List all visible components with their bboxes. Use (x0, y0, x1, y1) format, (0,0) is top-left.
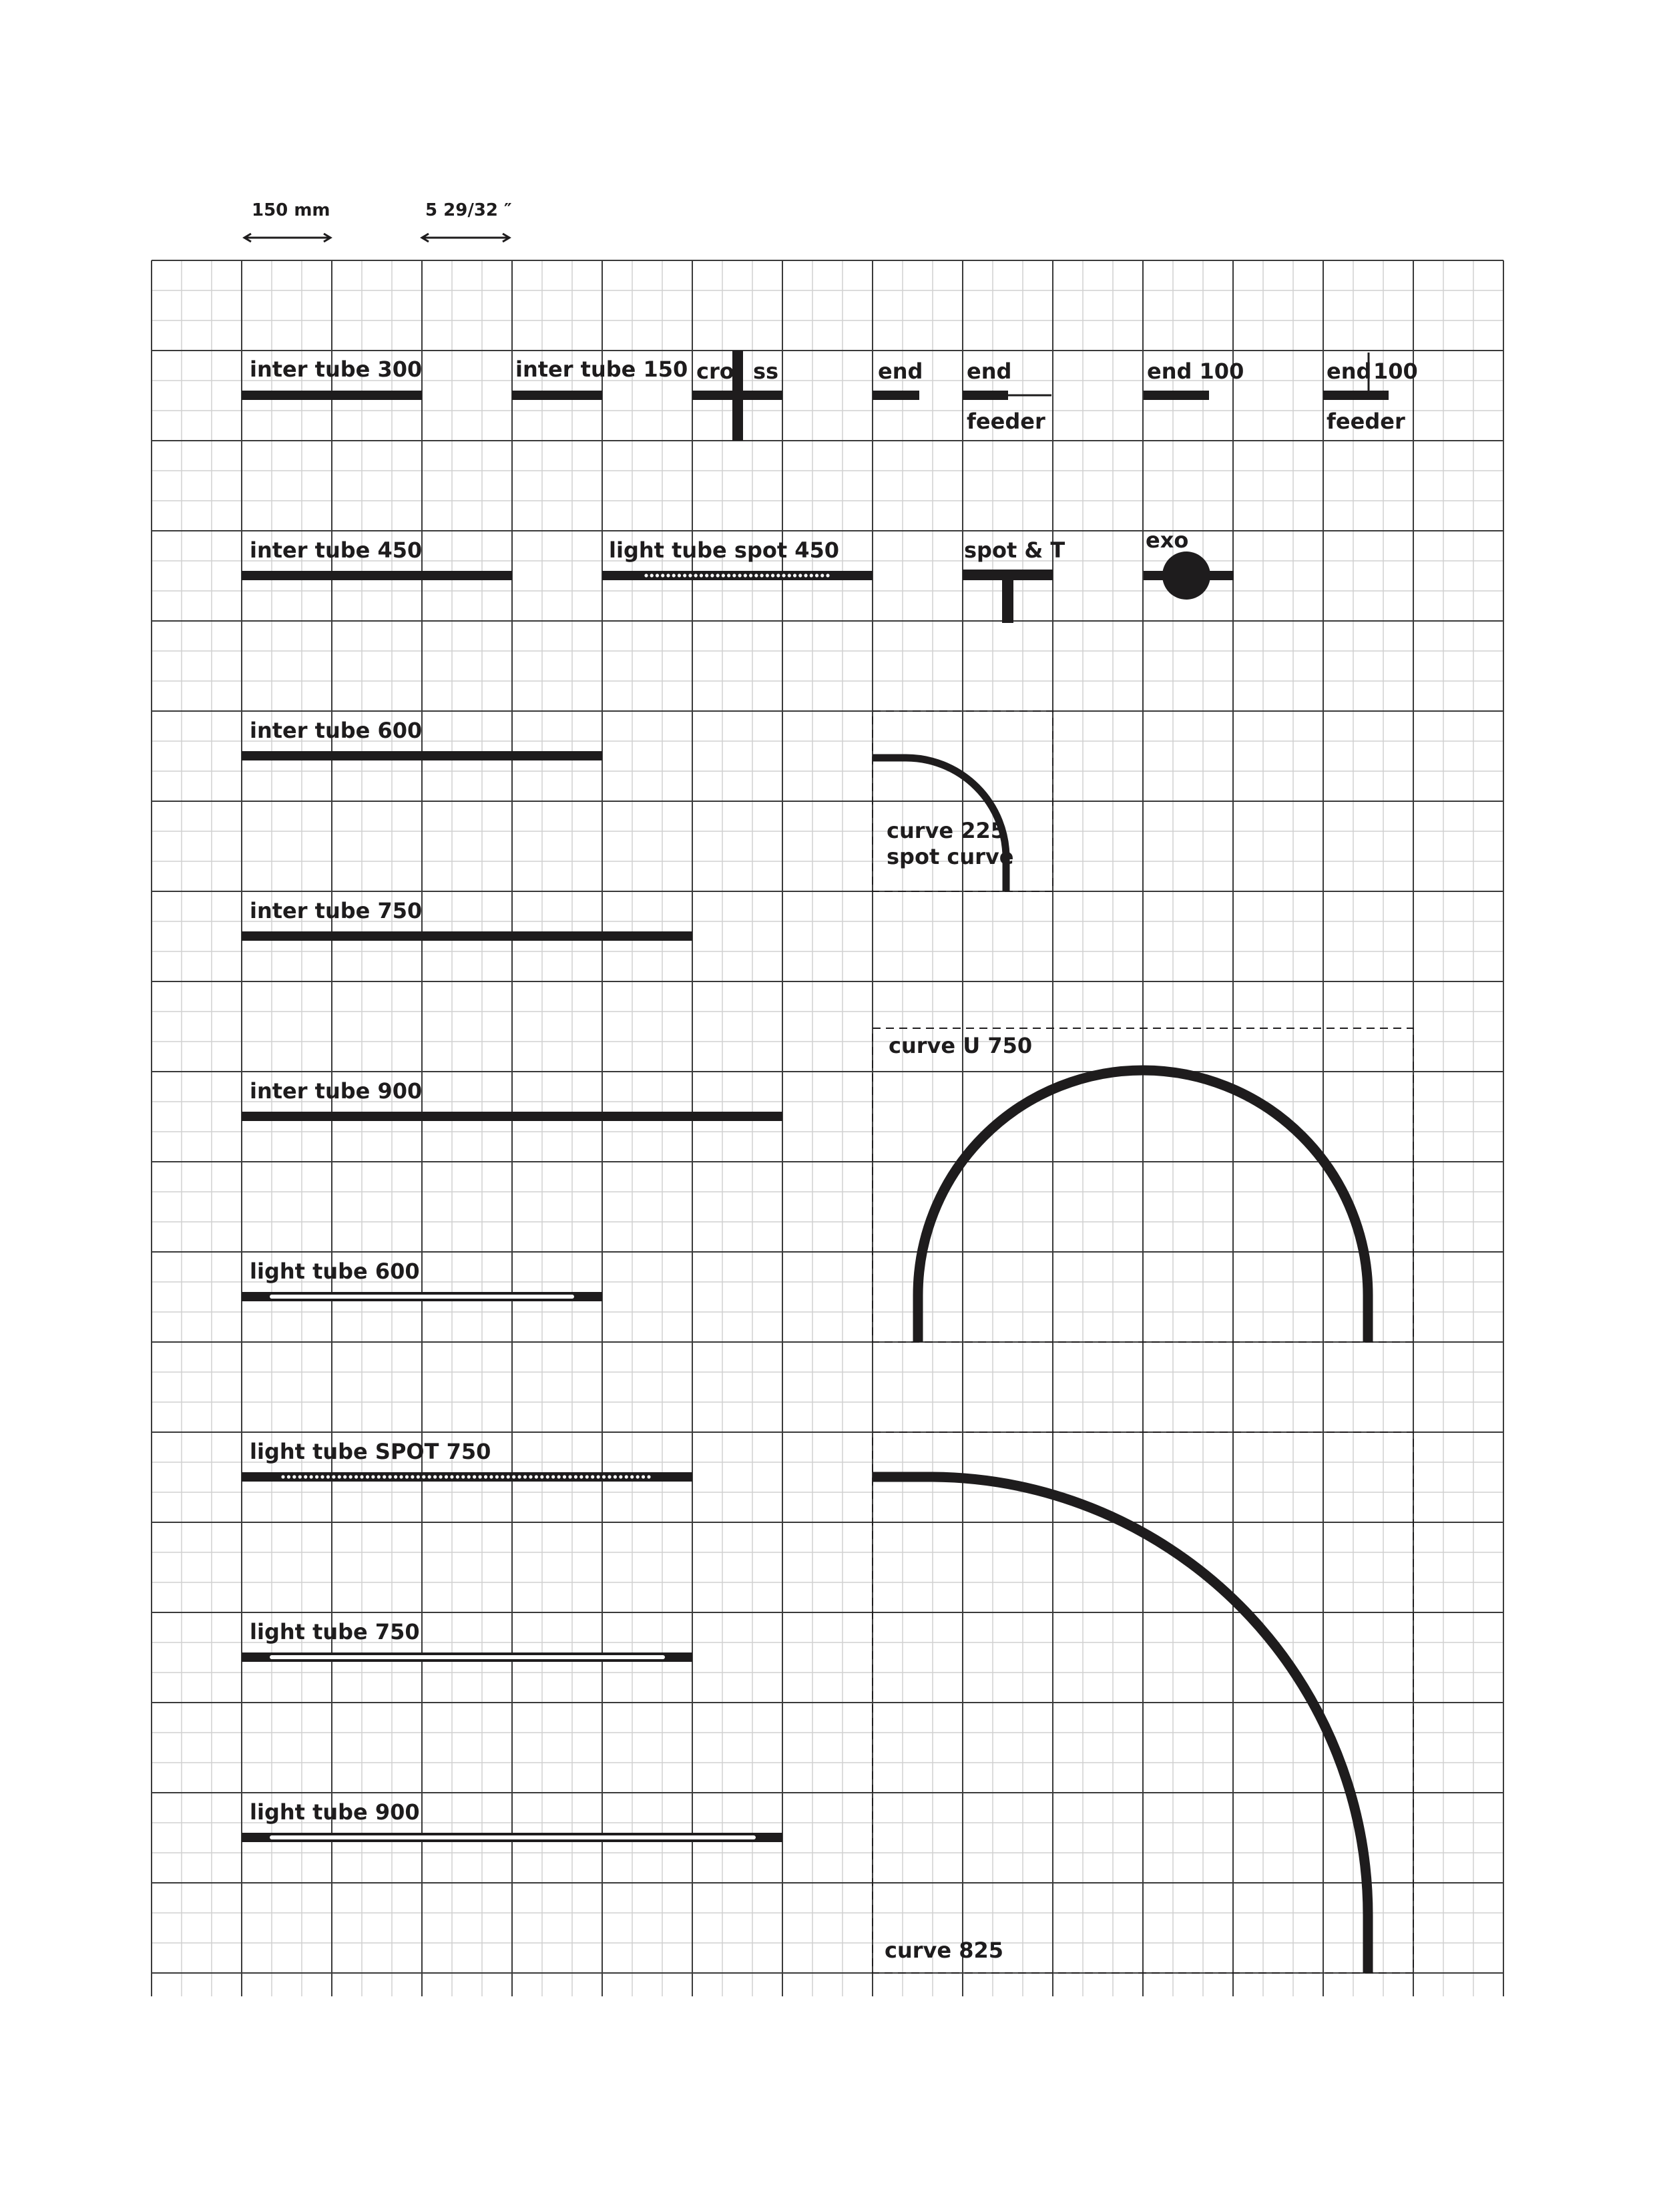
spot-led-dot (644, 574, 648, 577)
light-tube-900 (242, 1833, 782, 1842)
spot-led-dot (450, 1475, 453, 1478)
spot-led-dot (343, 1475, 346, 1478)
spot-led-dot (298, 1475, 302, 1478)
label-curve-225: curve 225 (887, 818, 1006, 843)
spot-led-dot (495, 1475, 499, 1478)
inter-tube-900 (242, 1112, 782, 1121)
spot-led-dot (678, 574, 681, 577)
spot-led-dot (749, 574, 752, 577)
spot-led-dot (666, 574, 670, 577)
spot-led-dot (722, 574, 725, 577)
spot-led-dot (315, 1475, 318, 1478)
spot-led-dot (360, 1475, 363, 1478)
spot-led-dot (332, 1475, 335, 1478)
spot-led-dot (338, 1475, 341, 1478)
spot-led-dot (782, 574, 785, 577)
spot-led-dot (546, 1475, 549, 1478)
spot-led-dot (349, 1475, 352, 1478)
spot-led-dot (820, 574, 824, 577)
spot-led-dot (804, 574, 807, 577)
end-100 (1144, 391, 1209, 400)
spot-led-dot (456, 1475, 459, 1478)
label-end-100-feeder-bottom: feeder (1327, 409, 1405, 434)
label-end-100-feeder-end: end (1327, 359, 1372, 384)
label-inter-tube-150: inter tube 150 (515, 357, 688, 382)
spot-led-dot (754, 574, 758, 577)
spot-led-dot (366, 1475, 369, 1478)
spot-led-dot (304, 1475, 307, 1478)
spot-led-dot (399, 1475, 403, 1478)
spot-led-dot (411, 1475, 414, 1478)
label-cross-1: cro (696, 359, 734, 384)
spot-led-dot (405, 1475, 409, 1478)
spot-led-dot (602, 1475, 606, 1478)
label-end-100-feeder-100: 100 (1373, 359, 1418, 384)
label-end-feeder-top: end (967, 359, 1012, 384)
spot-led-dot (489, 1475, 493, 1478)
label-inter-tube-450: inter tube 450 (250, 537, 423, 563)
spot-led-dot (716, 574, 720, 577)
inter-tube-300 (242, 391, 422, 400)
spot-led-dot (467, 1475, 471, 1478)
spot-led-dot (688, 574, 692, 577)
inter-tube-750 (242, 931, 692, 941)
label-spot-and-t: spot & T (964, 537, 1065, 563)
spot-led-dot (672, 574, 676, 577)
spot-led-dot (636, 1475, 640, 1478)
spot-t-connector (963, 570, 1053, 623)
label-inter-tube-600: inter tube 600 (250, 718, 423, 743)
spot-led-dot (771, 574, 774, 577)
label-end-feeder-bottom: feeder (967, 409, 1045, 434)
spot-led-dot (428, 1475, 431, 1478)
spot-led-dot (439, 1475, 442, 1478)
spot-led-dot (630, 1475, 634, 1478)
spot-led-dot (727, 574, 730, 577)
spot-led-dot (473, 1475, 476, 1478)
label-light-tube-900: light tube 900 (250, 1799, 420, 1825)
spot-led-dot (512, 1475, 515, 1478)
spot-led-dot (383, 1475, 386, 1478)
spot-led-dot (422, 1475, 425, 1478)
spot-led-dot (700, 574, 703, 577)
spot-led-dot (793, 574, 796, 577)
spot-led-dot (517, 1475, 521, 1478)
end-cap (873, 391, 919, 400)
spot-led-dot (683, 574, 686, 577)
spot-led-dot (433, 1475, 437, 1478)
spot-led-dot (642, 1475, 645, 1478)
spot-led-dot (377, 1475, 381, 1478)
light-tube-spot-450 (602, 571, 873, 580)
spot-led-dot (574, 1475, 577, 1478)
spot-led-dot (625, 1475, 628, 1478)
spot-led-dot (579, 1475, 583, 1478)
spot-led-dot (776, 574, 780, 577)
scale-indicator (244, 200, 512, 242)
spot-led-dot (705, 574, 708, 577)
spot-led-dot (478, 1475, 481, 1478)
spot-led-dot (826, 574, 829, 577)
label-light-tube-spot-750: light tube SPOT 750 (250, 1439, 491, 1464)
label-light-tube-600: light tube 600 (250, 1259, 420, 1284)
inter-tube-450 (242, 571, 512, 580)
spot-led-dot (694, 574, 698, 577)
spot-led-dot (661, 574, 664, 577)
label-end-100: end 100 (1147, 359, 1244, 384)
scale-imperial-label: 5 29/32 ″ (425, 200, 512, 220)
spot-led-dot (563, 1475, 566, 1478)
scale-imperial-arrow (422, 234, 509, 242)
scale-metric-arrow (244, 234, 330, 242)
label-exo: exo (1146, 527, 1189, 553)
spot-led-dot (529, 1475, 532, 1478)
spot-led-dot (591, 1475, 594, 1478)
spot-led-dot (326, 1475, 330, 1478)
spot-led-dot (656, 574, 659, 577)
spot-led-dot (523, 1475, 527, 1478)
spot-led-dot (535, 1475, 538, 1478)
spot-led-dot (320, 1475, 324, 1478)
label-inter-tube-900: inter tube 900 (250, 1078, 423, 1104)
inter-tube-150 (512, 391, 602, 400)
spot-led-dot (354, 1475, 358, 1478)
spot-led-dot (766, 574, 769, 577)
spot-led-dot (568, 1475, 571, 1478)
spot-led-dot (815, 574, 818, 577)
label-end: end (878, 359, 923, 384)
spot-led-dot (738, 574, 742, 577)
spot-led-dot (608, 1475, 611, 1478)
spot-led-dot (417, 1475, 420, 1478)
exo-connector (1144, 551, 1234, 600)
spot-led-dot (619, 1475, 622, 1478)
label-light-tube-750: light tube 750 (250, 1619, 420, 1644)
label-light-tube-spot-450: light tube spot 450 (609, 537, 840, 563)
label-inter-tube-300: inter tube 300 (250, 357, 423, 382)
light-tube-750 (242, 1652, 692, 1662)
label-cross-2: ss (753, 359, 779, 384)
spot-led-dot (760, 574, 763, 577)
spot-led-dot (557, 1475, 561, 1478)
spot-led-dot (292, 1475, 296, 1478)
spot-led-dot (281, 1475, 284, 1478)
end-feeder (963, 391, 1051, 400)
inter-tube-600 (242, 751, 602, 760)
spot-led-dot (461, 1475, 465, 1478)
spot-led-dot (614, 1475, 617, 1478)
spot-led-dot (501, 1475, 504, 1478)
label-spot-curve: spot curve (887, 844, 1014, 869)
spot-led-dot (732, 574, 736, 577)
spot-led-dot (650, 574, 654, 577)
spot-led-dot (597, 1475, 600, 1478)
spot-led-dot (389, 1475, 392, 1478)
spot-led-dot (744, 574, 747, 577)
spot-led-dot (540, 1475, 543, 1478)
label-inter-tube-750: inter tube 750 (250, 898, 423, 923)
spot-led-dot (647, 1475, 650, 1478)
spot-led-dot (788, 574, 791, 577)
spot-led-dot (551, 1475, 555, 1478)
spot-led-dot (798, 574, 802, 577)
spot-led-dot (287, 1475, 290, 1478)
spot-led-dot (710, 574, 714, 577)
spot-led-dot (810, 574, 813, 577)
spot-led-dot (371, 1475, 375, 1478)
spot-led-dot (394, 1475, 397, 1478)
spot-led-dot (585, 1475, 589, 1478)
scale-metric-label: 150 mm (252, 200, 330, 220)
spot-led-dot (507, 1475, 510, 1478)
light-tube-600 (242, 1292, 602, 1301)
light-tube-spot-750 (242, 1472, 692, 1482)
label-curve-u-750: curve U 750 (889, 1033, 1033, 1058)
spot-led-dot (484, 1475, 487, 1478)
label-curve-825: curve 825 (885, 1938, 1004, 1963)
spot-led-dot (310, 1475, 313, 1478)
spot-led-dot (445, 1475, 448, 1478)
